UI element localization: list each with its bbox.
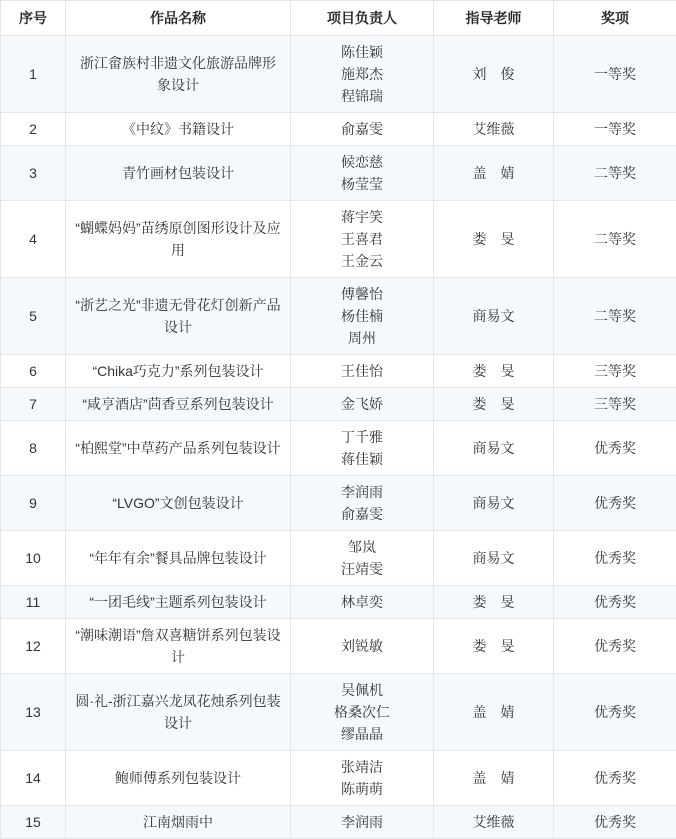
leader-name: 李润雨 xyxy=(299,481,425,503)
table-row xyxy=(1,36,676,113)
cell-work-title: “咸亨酒店”茴香豆系列包装设计 xyxy=(66,388,291,421)
table-row xyxy=(1,619,676,674)
leader-name: 杨佳楠 xyxy=(299,305,425,327)
cell-project-leaders xyxy=(291,278,434,355)
column-header: 指导老师 xyxy=(434,1,554,36)
cell-advisor: 娄 旻 xyxy=(434,388,554,421)
leader-name: 林卓奕 xyxy=(299,591,425,613)
cell-project-leaders xyxy=(291,674,434,751)
cell-advisor: 商易文 xyxy=(434,421,554,476)
cell-advisor: 娄 旻 xyxy=(434,201,554,278)
leader-name: 陈佳颖 xyxy=(299,41,425,63)
cell-project-leaders xyxy=(291,806,434,839)
cell-award: 优秀奖 xyxy=(554,806,676,839)
table-row xyxy=(1,278,676,355)
cell-work-title: 浙江畲族村非遗文化旅游品牌形象设计 xyxy=(66,36,291,113)
cell-index: 1 xyxy=(1,36,66,113)
table-row xyxy=(1,355,676,388)
table-row xyxy=(1,531,676,586)
column-header: 作品名称 xyxy=(66,1,291,36)
cell-award: 三等奖 xyxy=(554,388,676,421)
cell-advisor: 娄 旻 xyxy=(434,586,554,619)
cell-award: 二等奖 xyxy=(554,146,676,201)
cell-award: 二等奖 xyxy=(554,278,676,355)
cell-work-title: “一团毛线”主题系列包装设计 xyxy=(66,586,291,619)
cell-index: 7 xyxy=(1,388,66,421)
cell-advisor: 娄 旻 xyxy=(434,619,554,674)
leader-name: 李润雨 xyxy=(299,811,425,833)
leader-name: 王佳怡 xyxy=(299,360,425,382)
table-row xyxy=(1,201,676,278)
cell-award: 优秀奖 xyxy=(554,476,676,531)
leader-name: 蒋宇笑 xyxy=(299,206,425,228)
leader-name: 邹岚 xyxy=(299,536,425,558)
leader-name: 张靖洁 xyxy=(299,756,425,778)
cell-project-leaders xyxy=(291,146,434,201)
leader-name: 俞嘉雯 xyxy=(299,118,425,140)
cell-index: 5 xyxy=(1,278,66,355)
cell-work-title: 圆·礼-浙江嘉兴龙凤花烛系列包装设计 xyxy=(66,674,291,751)
cell-project-leaders xyxy=(291,201,434,278)
leader-name: 丁千雅 xyxy=(299,426,425,448)
cell-advisor: 娄 旻 xyxy=(434,355,554,388)
leader-name: 缪晶晶 xyxy=(299,723,425,745)
table-row xyxy=(1,476,676,531)
cell-work-title: 青竹画材包装设计 xyxy=(66,146,291,201)
table-row xyxy=(1,388,676,421)
cell-index: 3 xyxy=(1,146,66,201)
cell-award: 二等奖 xyxy=(554,201,676,278)
table-body xyxy=(1,36,676,839)
cell-advisor: 商易文 xyxy=(434,278,554,355)
cell-award: 一等奖 xyxy=(554,36,676,113)
cell-index: 12 xyxy=(1,619,66,674)
cell-work-title: “Chika巧克力”系列包装设计 xyxy=(66,355,291,388)
cell-index: 9 xyxy=(1,476,66,531)
cell-project-leaders xyxy=(291,751,434,806)
column-header: 奖项 xyxy=(554,1,676,36)
table-row xyxy=(1,751,676,806)
cell-award: 优秀奖 xyxy=(554,751,676,806)
cell-award: 一等奖 xyxy=(554,113,676,146)
cell-award: 优秀奖 xyxy=(554,586,676,619)
cell-project-leaders xyxy=(291,586,434,619)
leader-name: 金飞娇 xyxy=(299,393,425,415)
cell-project-leaders xyxy=(291,355,434,388)
leader-name: 傅馨怡 xyxy=(299,283,425,305)
cell-project-leaders xyxy=(291,113,434,146)
table-row xyxy=(1,806,676,839)
leader-name: 蒋佳颖 xyxy=(299,448,425,470)
cell-advisor: 商易文 xyxy=(434,531,554,586)
column-header: 项目负责人 xyxy=(291,1,434,36)
cell-project-leaders xyxy=(291,421,434,476)
cell-advisor: 盖 婧 xyxy=(434,674,554,751)
table-row xyxy=(1,421,676,476)
cell-index: 13 xyxy=(1,674,66,751)
cell-project-leaders xyxy=(291,388,434,421)
leader-name: 俞嘉雯 xyxy=(299,503,425,525)
leader-name: 杨莹莹 xyxy=(299,173,425,195)
cell-index: 6 xyxy=(1,355,66,388)
cell-award: 优秀奖 xyxy=(554,674,676,751)
leader-name: 施郑杰 xyxy=(299,63,425,85)
cell-advisor: 盖 婧 xyxy=(434,146,554,201)
cell-work-title: 江南烟雨中 xyxy=(66,806,291,839)
cell-index: 8 xyxy=(1,421,66,476)
cell-index: 4 xyxy=(1,201,66,278)
leader-name: 刘锐敏 xyxy=(299,635,425,657)
leader-name: 候恋慈 xyxy=(299,151,425,173)
cell-project-leaders xyxy=(291,476,434,531)
cell-award: 优秀奖 xyxy=(554,531,676,586)
leader-name: 吴佩机 xyxy=(299,679,425,701)
cell-advisor: 盖 婧 xyxy=(434,751,554,806)
cell-advisor: 艾维薇 xyxy=(434,806,554,839)
cell-advisor: 艾维薇 xyxy=(434,113,554,146)
cell-award: 优秀奖 xyxy=(554,619,676,674)
leader-name: 陈萌萌 xyxy=(299,778,425,800)
leader-name: 王喜君 xyxy=(299,228,425,250)
cell-index: 14 xyxy=(1,751,66,806)
cell-work-title: “蝴蝶妈妈”苗绣原创图形设计及应用 xyxy=(66,201,291,278)
cell-work-title: 《中纹》书籍设计 xyxy=(66,113,291,146)
cell-project-leaders xyxy=(291,619,434,674)
cell-index: 2 xyxy=(1,113,66,146)
column-header: 序号 xyxy=(1,1,66,36)
cell-project-leaders xyxy=(291,531,434,586)
cell-work-title: “年年有余”餐具品牌包装设计 xyxy=(66,531,291,586)
cell-index: 10 xyxy=(1,531,66,586)
cell-award: 优秀奖 xyxy=(554,421,676,476)
cell-award: 三等奖 xyxy=(554,355,676,388)
cell-work-title: 鲍师傅系列包装设计 xyxy=(66,751,291,806)
cell-project-leaders xyxy=(291,36,434,113)
leader-name: 周州 xyxy=(299,327,425,349)
leader-name: 汪靖雯 xyxy=(299,558,425,580)
cell-advisor: 刘 俊 xyxy=(434,36,554,113)
leader-name: 格桑次仁 xyxy=(299,701,425,723)
leader-name: 王金云 xyxy=(299,250,425,272)
table-row xyxy=(1,113,676,146)
cell-work-title: “浙艺之光”非遗无骨花灯创新产品设计 xyxy=(66,278,291,355)
cell-advisor: 商易文 xyxy=(434,476,554,531)
cell-index: 11 xyxy=(1,586,66,619)
table-row xyxy=(1,586,676,619)
leader-name: 程锦瑞 xyxy=(299,85,425,107)
header-row xyxy=(1,1,676,36)
cell-work-title: “柏熙堂”中草药产品系列包装设计 xyxy=(66,421,291,476)
table-row xyxy=(1,674,676,751)
cell-work-title: “潮味潮语”詹双喜糖饼系列包装设计 xyxy=(66,619,291,674)
cell-index: 15 xyxy=(1,806,66,839)
table-row xyxy=(1,146,676,201)
cell-work-title: “LVGO”文创包装设计 xyxy=(66,476,291,531)
